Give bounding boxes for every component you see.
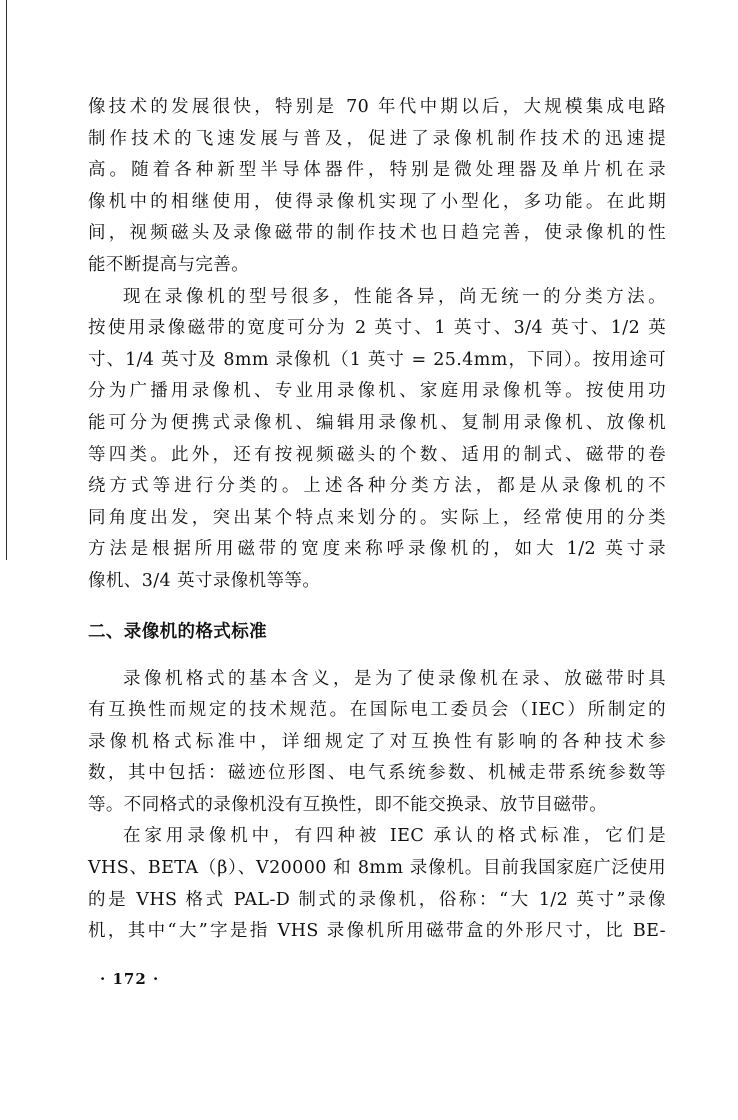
- text-line: 等。不同格式的录像机没有互换性，即不能交换录、放节目磁带。: [88, 794, 608, 815]
- text-line: 能不断提高与完善。: [88, 254, 250, 275]
- text-line: 像机、3/4 英寸录像机等等。: [88, 570, 321, 591]
- text-line: 数，其中包括：磁迹位形图、电气系统参数、机械走带系统参数等: [88, 763, 666, 784]
- text-line: 录像机格式的基本含义，是为了使录像机在录、放磁带时具: [123, 668, 666, 689]
- text-line: 现在录像机的型号很多，性能各异，尚无统一的分类方法。: [123, 286, 666, 307]
- text-line: 寸、1/4 英寸及 8mm 录像机（1 英寸 = 25.4mm，下同）。按用途可: [88, 349, 666, 370]
- page-content: [88, 92, 666, 948]
- paragraph-4: [88, 821, 666, 947]
- text-line: 按使用录像磁带的宽度可分为 2 英寸、1 英寸、3/4 英寸、1/2 英: [88, 318, 666, 339]
- text-line: 等四类。此外，还有按视频磁头的个数、适用的制式、磁带的卷: [88, 444, 666, 465]
- text-line: 录像机格式标准中，详细规定了对互换性有影响的各种技术参: [88, 731, 666, 752]
- paragraph-2: [88, 282, 666, 598]
- text-line: 同角度出发，突出某个特点来划分的。实际上，经常使用的分类: [88, 507, 666, 528]
- paragraph-3: [88, 664, 666, 822]
- text-line: 有互换性而规定的技术规范。在国际电工委员会（IEC）所制定的: [88, 700, 666, 721]
- section-heading: 二、录像机的格式标准: [88, 621, 267, 642]
- text-line: 像技术的发展很快，特别是 70 年代中期以后，大规模集成电路: [88, 97, 666, 117]
- binding-edge-line: [6, 0, 7, 560]
- paragraph-1: [88, 92, 666, 282]
- text-line: 的是 VHS 格式 PAL-D 制式的录像机，俗称：“大 1/2 英寸”录像: [88, 889, 666, 910]
- text-line: 像机中的相继使用，使得录像机实现了小型化，多功能。在此期: [88, 191, 666, 212]
- text-line: 制作技术的飞速发展与普及，促进了录像机制作技术的迅速提: [88, 128, 666, 149]
- text-line: VHS、BETA（β）、V20000 和 8mm 录像机。目前我国家庭广泛使用: [88, 858, 666, 879]
- text-line: 分为广播用录像机、专业用录像机、家庭用录像机等。按使用功: [88, 381, 666, 402]
- text-line: 高。随着各种新型半导体器件，特别是微处理器及单片机在录: [88, 160, 666, 181]
- text-line: 在家用录像机中，有四种被 IEC 承认的格式标准，它们是: [123, 826, 666, 847]
- text-line: 间，视频磁头及录像磁带的制作技术也日趋完善，使录像机的性: [88, 223, 666, 244]
- text-line: 能可分为便携式录像机、编辑用录像机、复制用录像机、放像机: [88, 412, 666, 433]
- text-line: 绕方式等进行分类的。上述各种分类方法，都是从录像机的不: [88, 476, 666, 497]
- page-number: · 172 ·: [100, 970, 160, 988]
- text-line: 方法是根据所用磁带的宽度来称呼录像机的，如大 1/2 英寸录: [88, 539, 666, 560]
- text-line: 机，其中“大”字是指 VHS 录像机所用磁带盒的外形尺寸，比 BE-: [88, 921, 666, 942]
